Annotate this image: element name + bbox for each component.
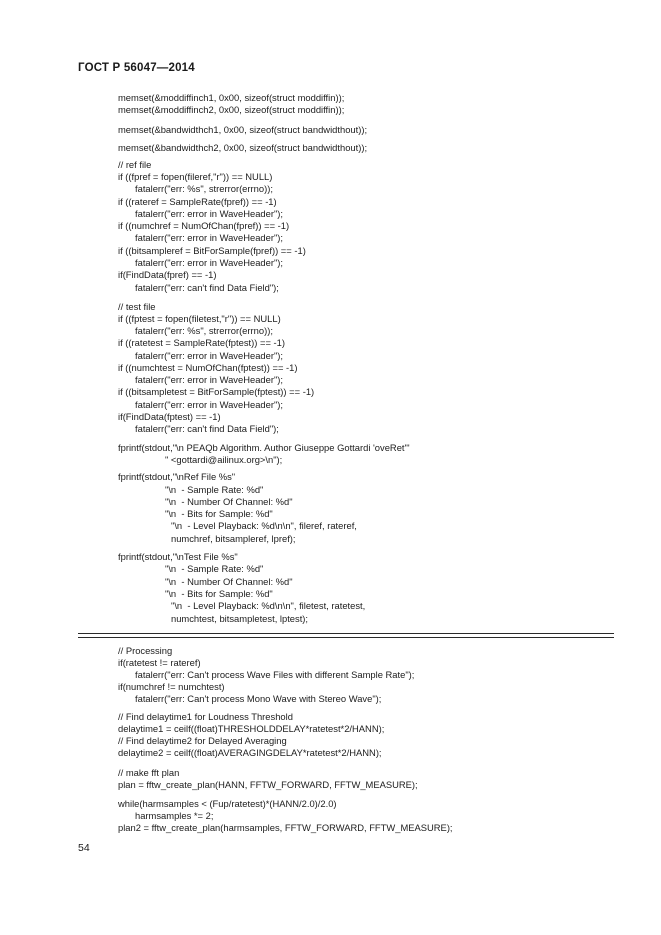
code-line: "\n - Bits for Sample: %d" (165, 508, 273, 519)
code-line: // Processing (118, 645, 173, 656)
code-line: if ((numchtest = NumOfChan(fptest)) == -1) (118, 362, 298, 373)
code-line: "\n - Level Playback: %d\n\n", filetest, ratetest, (171, 600, 366, 611)
section-divider-bottom (78, 637, 614, 638)
code-line: // test file (118, 301, 156, 312)
code-line: memset(&bandwidthch2, 0x00, sizeof(struct bandwidthout)); (118, 142, 368, 153)
code-line: fatalerr("err: error in WaveHeader"); (135, 374, 284, 385)
code-line: numchtest, bitsampletest, lptest); (171, 613, 309, 624)
code-line: // Find delaytime1 for Loudness Threshold (118, 711, 293, 722)
code-line: "\n - Number Of Channel: %d" (165, 496, 293, 507)
code-line: if(FindData(fptest) == -1) (118, 411, 221, 422)
code-line: fatalerr("err: error in WaveHeader"); (135, 208, 284, 219)
code-line: "\n - Bits for Sample: %d" (165, 588, 273, 599)
code-line: plan = fftw_create_plan(HANN, FFTW_FORWARD, FFTW_MEASURE); (118, 779, 418, 790)
code-line: fprintf(stdout,"\nRef File %s" (118, 471, 236, 482)
code-line: // ref file (118, 159, 152, 170)
code-line: harmsamples *= 2; (135, 810, 214, 821)
code-line: if ((fptest = fopen(filetest,"r")) == NULL) (118, 313, 281, 324)
code-line: if(numchref != numchtest) (118, 681, 225, 692)
code-line: if ((rateref = SampleRate(fpref)) == -1) (118, 196, 277, 207)
code-line: fatalerr("err: Can't process Wave Files with different Sample Rate"); (135, 669, 415, 680)
code-line: plan2 = fftw_create_plan(harmsamples, FFTW_FORWARD, FFTW_MEASURE); (118, 822, 453, 833)
code-line: "\n - Level Playback: %d\n\n", fileref, rateref, (171, 520, 357, 531)
code-line: fatalerr("err: %s", strerror(errno)); (135, 325, 273, 336)
code-line: while(harmsamples < (Fup/ratetest)*(HANN/2.0)/2.0) (118, 798, 337, 809)
page-number: 54 (78, 842, 90, 854)
section-divider-top (78, 633, 614, 634)
code-line: " <gottardi@ailinux.org>\n"); (165, 454, 283, 465)
code-line: fatalerr("err: error in WaveHeader"); (135, 232, 284, 243)
code-line: fprintf(stdout,"\n PEAQb Algorithm. Author Giuseppe Gottardi 'oveRet'" (118, 442, 410, 453)
code-line: delaytime1 = ceilf((float)THRESHOLDDELAY*ratetest*2/HANN); (118, 723, 385, 734)
code-line: if(FindData(fpref) == -1) (118, 269, 217, 280)
code-line: fatalerr("err: error in WaveHeader"); (135, 399, 284, 410)
code-line: "\n - Number Of Channel: %d" (165, 576, 293, 587)
code-line: fatalerr("err: error in WaveHeader"); (135, 257, 284, 268)
code-line: if ((ratetest = SampleRate(fptest)) == -1) (118, 337, 285, 348)
code-line: fatalerr("err: %s", strerror(errno)); (135, 183, 273, 194)
code-line: fatalerr("err: can't find Data Field"); (135, 423, 279, 434)
code-line: fatalerr("err: Can't process Mono Wave with Stereo Wave"); (135, 693, 382, 704)
code-line: fatalerr("err: can't find Data Field"); (135, 282, 279, 293)
code-line: if ((fpref = fopen(fileref,"r")) == NULL) (118, 171, 273, 182)
code-line: // Find delaytime2 for Delayed Averaging (118, 735, 287, 746)
code-line: "\n - Sample Rate: %d" (165, 484, 264, 495)
page-title: ГОСТ Р 56047—2014 (78, 62, 195, 74)
code-line: memset(&moddiffinch2, 0x00, sizeof(struct moddiffin)); (118, 104, 345, 115)
code-line: // make fft plan (118, 767, 180, 778)
code-line: memset(&bandwidthch1, 0x00, sizeof(struct bandwidthout)); (118, 124, 368, 135)
code-line: delaytime2 = ceilf((float)AVERAGINGDELAY*ratetest*2/HANN); (118, 747, 382, 758)
code-line: fatalerr("err: error in WaveHeader"); (135, 350, 284, 361)
code-line: if ((numchref = NumOfChan(fpref)) == -1) (118, 220, 290, 231)
code-line: memset(&moddiffinch1, 0x00, sizeof(struct moddiffin)); (118, 92, 345, 103)
code-line: if(ratetest != rateref) (118, 657, 201, 668)
code-line: fprintf(stdout,"\nTest File %s" (118, 551, 238, 562)
code-line: "\n - Sample Rate: %d" (165, 563, 264, 574)
code-line: numchref, bitsampleref, lpref); (171, 533, 296, 544)
code-line: if ((bitsampleref = BitForSample(fpref)) == -1) (118, 245, 306, 256)
code-line: if ((bitsampletest = BitForSample(fptest)) == -1) (118, 386, 315, 397)
